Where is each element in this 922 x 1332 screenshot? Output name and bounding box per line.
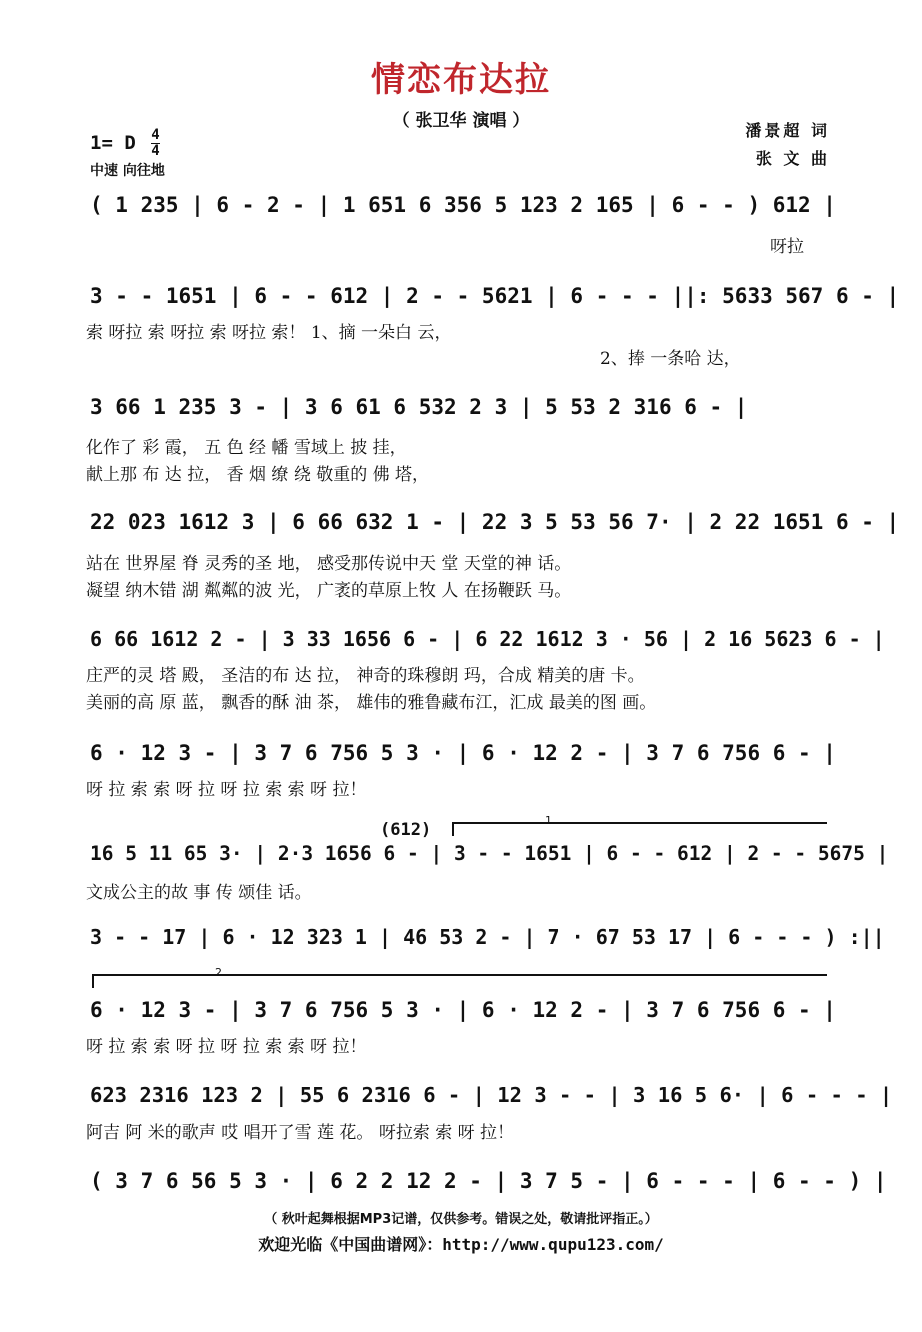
parenthetical-notes: (612) bbox=[380, 820, 432, 840]
lyric-row-3-verse-1: 化作了 彩 霞， 五 色 经 幡 雪域上 披 挂， bbox=[86, 438, 407, 458]
composer-credit: 张 文 曲 bbox=[755, 149, 830, 168]
notation-row-5: 6 66 1612 2 - | 3 33 1656 6 - | 6 22 1612 3 · 56 | 2 16 5623 6 - | bbox=[90, 627, 885, 651]
lyric-row-2-verse-1: 索 呀拉 索 呀拉 索 呀拉 索！ 1、摘 一朵白 云， bbox=[86, 323, 452, 343]
volta-2-line bbox=[92, 974, 827, 976]
notation-row-1: ( 1 235 | 6 - 2 - | 1 651 6 356 5 123 2 165 | 6 - - ) 612 | bbox=[90, 193, 836, 217]
notation-row-9: 6 · 12 3 - | 3 7 6 756 5 3 · | 6 · 12 2 - | 3 7 6 756 6 - | bbox=[90, 998, 836, 1022]
singer-credit: （ 张卫华 演唱 ） bbox=[392, 111, 530, 131]
key-text: 1= D bbox=[90, 132, 136, 154]
page-title: 情恋布达拉 bbox=[371, 60, 551, 100]
notation-row-3: 3 66 1 235 3 - | 3 6 61 6 532 2 3 | 5 53 2 316 6 - | bbox=[90, 395, 748, 419]
notation-row-11: ( 3 7 6 56 5 3 · | 6 2 2 12 2 - | 3 7 5 - | 6 - - - | 6 - - ) | bbox=[90, 1169, 887, 1193]
volta-2-start bbox=[92, 974, 94, 988]
key-signature bbox=[90, 128, 160, 159]
lyric-row-6: 呀 拉 索 索 呀 拉 呀 拉 索 索 呀 拉！ bbox=[86, 780, 367, 800]
lyric-row-4-verse-1: 站在 世界屋 脊 灵秀的圣 地， 感受那传说中天 堂 天堂的神 话。 bbox=[86, 554, 572, 574]
volta-1-start bbox=[452, 822, 454, 836]
lyric-row-1-side: 呀拉 bbox=[770, 237, 804, 257]
lyric-row-10: 阿吉 阿 米的歌声 哎 唱开了雪 莲 花。 呀拉索 索 呀 拉！ bbox=[86, 1123, 515, 1143]
tempo-marking: 中速 向往地 bbox=[90, 163, 165, 179]
volta-1-number: 1 bbox=[545, 814, 552, 827]
volta-1-line bbox=[452, 822, 827, 824]
notation-row-7: 16 5 11 65 3· | 2·3 1656 6 - | 3 - - 1651 | 6 - - 612 | 2 - - 5675 | bbox=[90, 842, 889, 865]
lyric-row-4-verse-2: 凝望 纳木错 湖 粼粼的波 光， 广袤的草原上牧 人 在扬鞭跃 马。 bbox=[86, 581, 572, 601]
notation-row-4: 22 023 1612 3 | 6 66 632 1 - | 22 3 5 53 56 7· | 2 22 1651 6 - | bbox=[90, 510, 900, 534]
lyric-row-2-verse-2: 2、捧 一条哈 达， bbox=[600, 349, 741, 369]
lyric-row-7: 文成公主的故 事 传 颂佳 话。 bbox=[86, 883, 312, 903]
footer-site: 欢迎光临《中国曲谱网》：http://www.qupu123.com/ bbox=[258, 1235, 664, 1254]
notation-row-2: 3 - - 1651 | 6 - - 612 | 2 - - 5621 | 6 - - - ||: 5633 567 6 - | bbox=[90, 284, 900, 308]
time-bottom: 4 bbox=[151, 143, 160, 159]
footer-note: （ 秋叶起舞根据MP3记谱，仅供参考。错误之处，敬请批评指正。） bbox=[264, 1212, 658, 1227]
lyric-row-5-verse-1: 庄严的灵 塔 殿， 圣洁的布 达 拉， 神奇的珠穆朗 玛，合成 精美的唐 卡。 bbox=[86, 666, 645, 686]
notation-row-6: 6 · 12 3 - | 3 7 6 756 5 3 · | 6 · 12 2 - | 3 7 6 756 6 - | bbox=[90, 741, 836, 765]
volta-2-number: 2 bbox=[215, 966, 222, 979]
time-top: 4 bbox=[151, 127, 160, 143]
notation-row-8: 3 - - 17 | 6 · 12 323 1 | 46 53 2 - | 7 · 67 53 17 | 6 - - - ) :|| bbox=[90, 925, 885, 949]
lyric-row-9: 呀 拉 索 索 呀 拉 呀 拉 索 索 呀 拉！ bbox=[86, 1037, 367, 1057]
notation-row-10: 623 2316 123 2 | 55 6 2316 6 - | 12 3 - - | 3 16 5 6· | 6 - - - | bbox=[90, 1083, 893, 1107]
time-signature bbox=[151, 128, 159, 159]
lyric-row-5-verse-2: 美丽的高 原 蓝， 飘香的酥 油 茶， 雄伟的雅鲁藏布江，汇成 最美的图 画。 bbox=[86, 693, 657, 713]
lyricist-credit: 潘景超 词 bbox=[745, 121, 830, 140]
lyric-row-3-verse-2: 献上那 布 达 拉， 香 烟 缭 绕 敬重的 佛 塔， bbox=[86, 465, 430, 485]
